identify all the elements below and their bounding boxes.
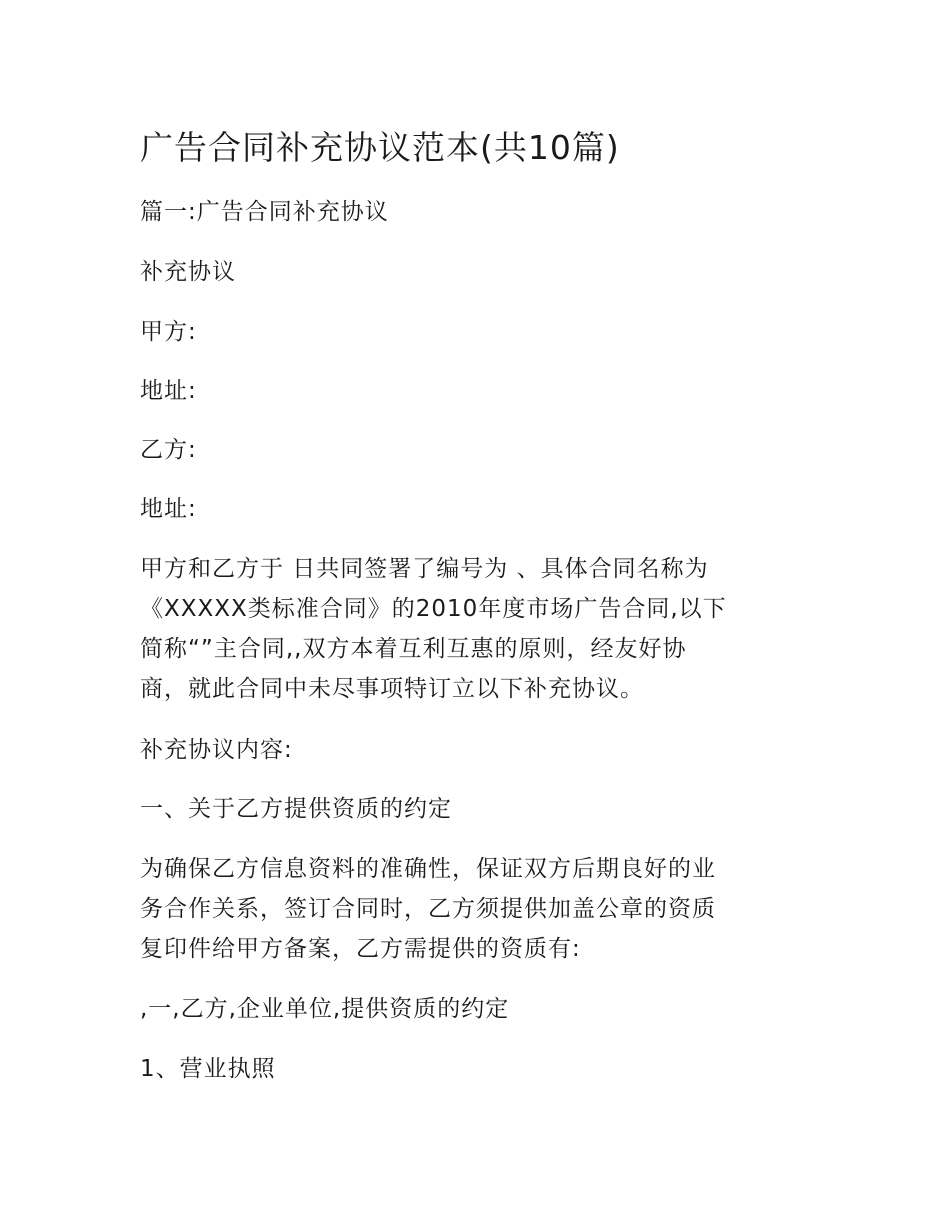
section1-heading: 一、关于乙方提供资质的约定 <box>140 796 452 822</box>
chapter-heading: 篇一:广告合同补充协议 <box>140 199 389 225</box>
section1-line: 为确保乙方信息资料的准确性，保证双方后期良好的业 <box>140 856 716 882</box>
subsection-heading: ,一,乙方,企业单位,提供资质的约定 <box>140 996 510 1022</box>
party-a-address-label: 地址: <box>140 378 197 404</box>
section1-line: 复印件给甲方备案，乙方需提供的资质有: <box>140 936 581 962</box>
section1-paragraph <box>140 849 716 969</box>
party-b-label: 乙方: <box>140 437 197 463</box>
intro-line: 简称“”主合同,,双方本着互利互惠的原则，经友好协 <box>140 636 687 662</box>
party-a-label: 甲方: <box>140 319 197 345</box>
list-item: 1、营业执照 <box>140 1056 276 1082</box>
content-heading: 补充协议内容: <box>140 737 293 763</box>
document-title: 广告合同补充协议范本(共10篇) <box>140 128 620 167</box>
doc-heading: 补充协议 <box>140 259 236 285</box>
section1-line: 务合作关系，签订合同时，乙方须提供加盖公章的资质 <box>140 896 716 922</box>
intro-line: 商，就此合同中未尽事项特订立以下补充协议。 <box>140 676 644 702</box>
intro-line: 《XXXXX类标准合同》的2010年度市场广告合同,以下 <box>140 596 727 622</box>
intro-line: 甲方和乙方于 日共同签署了编号为 、具体合同名称为 <box>140 556 709 582</box>
intro-paragraph <box>140 549 727 709</box>
party-b-address-label: 地址: <box>140 496 197 522</box>
